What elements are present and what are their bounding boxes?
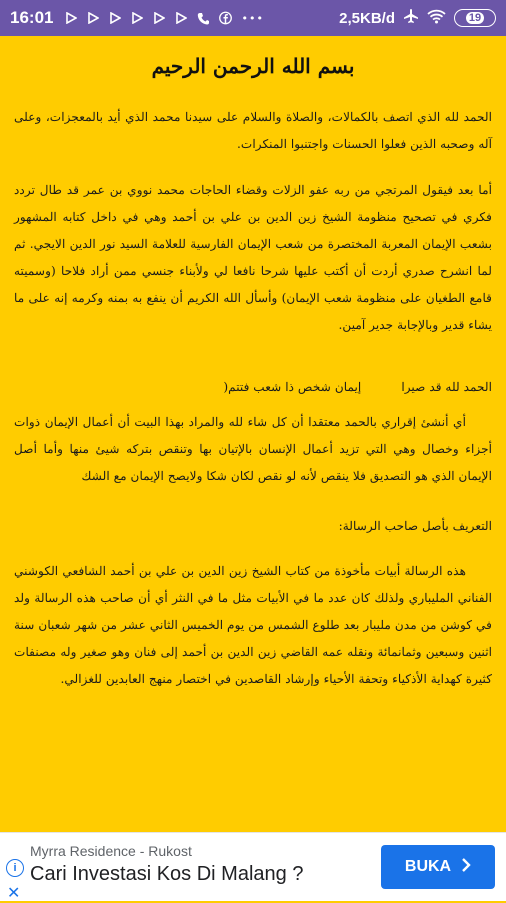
ad-sponsor: Myrra Residence - Rukost bbox=[30, 843, 192, 859]
close-icon[interactable]: ✕ bbox=[7, 885, 21, 902]
ad-open-label: BUKA bbox=[404, 858, 452, 875]
verse-first-half: الحمد لله قد صيرا bbox=[401, 380, 492, 394]
phone-icon bbox=[197, 12, 210, 25]
play-icon bbox=[153, 12, 166, 25]
wifi-icon bbox=[427, 9, 446, 28]
play-icon bbox=[109, 12, 122, 25]
battery-level: 19 bbox=[466, 12, 484, 24]
clock: 16:01 bbox=[10, 8, 54, 27]
reader-page[interactable] bbox=[0, 36, 506, 832]
more-notifications-icon: ••• bbox=[241, 11, 264, 25]
play-icon bbox=[175, 12, 188, 25]
battery-icon bbox=[454, 9, 496, 27]
paragraph-author-bio: هذه الرسالة أبيات مأخوذة من كتاب الشيخ زين الدين بن علي بن أحمد الشافعي الكوشني الفناني المليباري ولذلك كان عدد ما في الأبيات مثل ما في النثر أي أن صاحب هذه الرسالة ولد في كوشن من مدن مليبار بعد طلوع الشمس من يوم الخميس الثاني عشر من شهر شعبان سنة اثنين وسبعين وثمانمائة ونقله عمه القاضي زين الدين بن أحمد إلى فنان وهو صغير وله مصنفات كثيرة كهداية الأذكياء وتحفة الأحياء وإرشاد القاصدين في اختصار منهج العابدين للغزالي. bbox=[14, 564, 492, 686]
verse-line bbox=[14, 374, 492, 401]
section-heading: التعريف بأصل صاحب الرسالة: bbox=[338, 519, 492, 533]
ad-info-icon[interactable]: i bbox=[6, 859, 24, 877]
basmala-heading: بسم الله الرحمن الرحيم bbox=[151, 54, 355, 78]
chevron-right-icon bbox=[461, 858, 471, 877]
ad-open-button[interactable] bbox=[381, 845, 495, 889]
notification-icons bbox=[65, 12, 263, 25]
ad-headline[interactable]: Cari Investasi Kos Di Malang ? bbox=[30, 863, 304, 885]
paragraph-commentary: أي أنشئ إقراري بالحمد معتقدا أن كل شاء لله والمراد بهذا البيت أن أعمال الإيمان ذوات أجزاء وخصال وهي التي تزيد أعمال الإنسان بالإتيان بها وتنقص بتركه شيئ منها وأما أصل الإيمان الذي هو التصديق فلا ينقص لأنه لو نقص لكان شكا ولايصح الإيمان مع الشك bbox=[14, 415, 492, 483]
paragraph-preface: أما بعد فيقول المرتجي من ربه عفو الزلات وقضاء الحاجات محمد نووي بن عمر قد طال تردد فكري في تصحيح منظومة الشيخ زين الدين بن علي بن أحمد وهي في داخل كتابه المشهور بشعب الإيمان المعربة المختصرة من شعب الإيمان الفارسية للعلامة السيد نور الدين الايجي. ثم لما انشرح صدري أردت أن أكتب عليها شرحا نافعا لي ولأبناء جنسي ممن أراد فلاحا (وسميته قامع الطغيان على منظومة شعب الإيمان) وأسأل الله الكريم أن ينفع به بمنه وكرمه إنه على ما يشاء قدير وبالإجابة جدير آمين. bbox=[14, 183, 492, 332]
airplane-icon bbox=[403, 8, 419, 28]
verse-second-half: إيمان شخص ذا شعب فتتم( bbox=[223, 380, 362, 394]
facebook-icon bbox=[219, 12, 232, 25]
play-icon bbox=[87, 12, 100, 25]
paragraph-intro: الحمد لله الذي اتصف بالكمالات، والصلاة والسلام على سيدنا محمد الذي أيد بالمعجزات، وعلى آله وصحبه الذين فعلوا الحسنات واجتنبوا المنكرات. bbox=[14, 110, 492, 151]
network-speed: 2,5KB/d bbox=[339, 9, 395, 27]
ad-banner[interactable] bbox=[0, 832, 506, 901]
status-bar bbox=[0, 0, 506, 36]
play-icon bbox=[131, 12, 144, 25]
play-icon bbox=[65, 12, 78, 25]
